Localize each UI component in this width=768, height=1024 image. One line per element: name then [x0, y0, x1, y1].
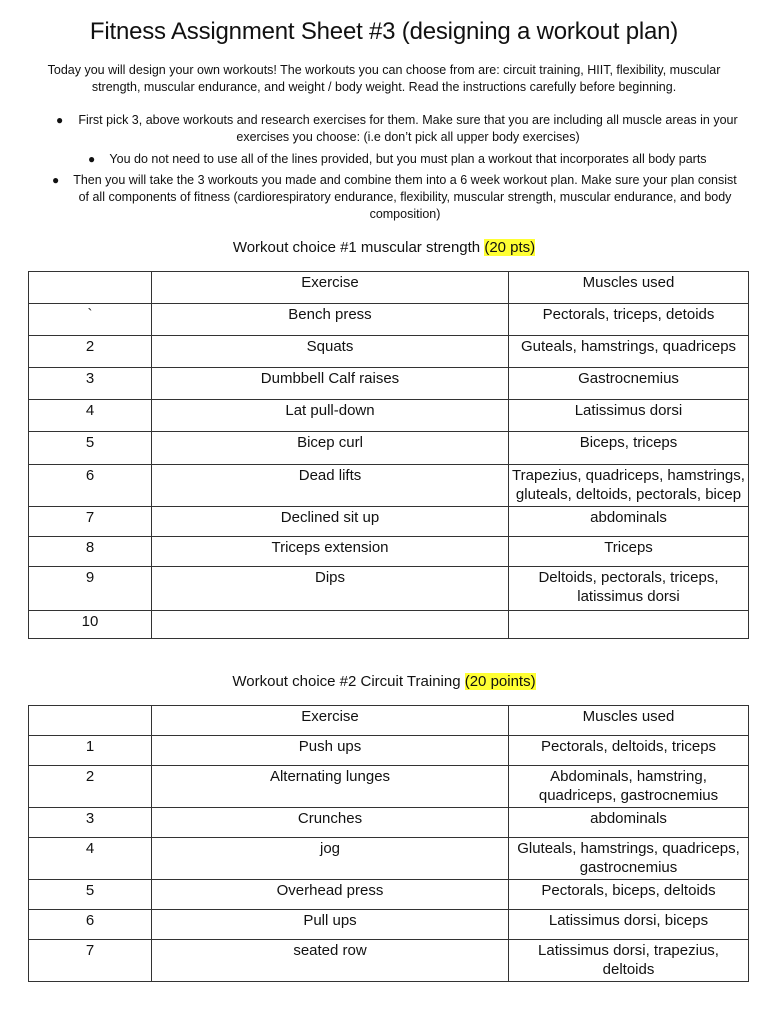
exercise-cell: Push ups	[152, 736, 509, 766]
row-number: `	[29, 304, 152, 336]
row-number: 2	[29, 336, 152, 368]
row-number: 3	[29, 808, 152, 838]
table-row	[29, 336, 749, 368]
table-row	[29, 400, 749, 432]
bullet-icon: ●	[88, 152, 96, 166]
exercise-cell: Lat pull-down	[152, 400, 509, 432]
row-number: 4	[29, 400, 152, 432]
muscles-cell: Latissimus dorsi, trapezius, deltoids	[509, 940, 749, 982]
exercise-cell	[152, 611, 509, 639]
bullet-icon: ●	[52, 173, 60, 187]
table-row	[29, 880, 749, 910]
exercise-cell: Alternating lunges	[152, 766, 509, 808]
workout1-points: (20 pts)	[484, 239, 536, 256]
muscles-cell: Triceps	[509, 537, 749, 567]
exercise-cell: Dips	[152, 567, 509, 611]
row-number: 3	[29, 368, 152, 400]
table-row	[29, 808, 749, 838]
row-number: 1	[29, 736, 152, 766]
table-row	[29, 304, 749, 336]
muscles-cell: Latissimus dorsi	[509, 400, 749, 432]
table-header-row	[29, 706, 749, 736]
row-number: 5	[29, 880, 152, 910]
muscles-cell: abdominals	[509, 808, 749, 838]
page-title: Fitness Assignment Sheet #3 (designing a workout plan)	[89, 18, 679, 45]
muscles-cell: Guteals, hamstrings, quadriceps	[509, 336, 749, 368]
muscles-cell: Gastrocnemius	[509, 368, 749, 400]
exercise-cell: Pull ups	[152, 910, 509, 940]
instruction-item	[44, 172, 742, 223]
muscles-cell: Gluteals, hamstrings, quadriceps, gastrocnemius	[509, 838, 749, 880]
muscles-cell: Trapezius, quadriceps, hamstrings, gluteals, deltoids, pectorals, bicep	[509, 465, 749, 507]
intro-paragraph: Today you will design your own workouts! The workouts you can choose from are: circuit training, HIIT, flexibility, muscular strength, muscular endurance, and weight / body weight. Read the instructions carefully before beginning.	[47, 63, 721, 94]
table-row	[29, 910, 749, 940]
row-number: 5	[29, 432, 152, 465]
workout1-heading	[0, 239, 768, 256]
instruction-item	[44, 151, 742, 168]
exercise-cell: Crunches	[152, 808, 509, 838]
muscles-cell: Pectorals, triceps, detoids	[509, 304, 749, 336]
workout2-heading	[0, 673, 768, 690]
table-row	[29, 432, 749, 465]
table-row	[29, 766, 749, 808]
exercise-header: Exercise	[152, 272, 509, 304]
table-row	[29, 537, 749, 567]
exercise-cell: Squats	[152, 336, 509, 368]
table-row	[29, 368, 749, 400]
exercise-cell: Dead lifts	[152, 465, 509, 507]
muscles-cell	[509, 611, 749, 639]
muscles-cell: Pectorals, biceps, deltoids	[509, 880, 749, 910]
table-row	[29, 465, 749, 507]
workout2-heading-text: Workout choice #2 Circuit Training	[232, 673, 465, 690]
muscles-cell: Abdominals, hamstring, quadriceps, gastrocnemius	[509, 766, 749, 808]
table-row	[29, 736, 749, 766]
muscles-cell: abdominals	[509, 507, 749, 537]
table-row	[29, 507, 749, 537]
number-header	[29, 706, 152, 736]
number-header	[29, 272, 152, 304]
row-number: 4	[29, 838, 152, 880]
row-number: 7	[29, 940, 152, 982]
workout1-table	[28, 271, 749, 639]
table-row	[29, 611, 749, 639]
row-number: 8	[29, 537, 152, 567]
table-row	[29, 838, 749, 880]
workout2-table	[28, 705, 749, 982]
row-number: 6	[29, 465, 152, 507]
muscles-header: Muscles used	[509, 272, 749, 304]
table-row	[29, 567, 749, 611]
muscles-cell: Pectorals, deltoids, triceps	[509, 736, 749, 766]
exercise-cell: Dumbbell Calf raises	[152, 368, 509, 400]
bullet-icon: ●	[56, 113, 64, 127]
workout2-points: (20 points)	[464, 673, 536, 690]
table-row	[29, 940, 749, 982]
instruction-item	[44, 112, 742, 146]
exercise-cell: Declined sit up	[152, 507, 509, 537]
exercise-cell: Triceps extension	[152, 537, 509, 567]
row-number: 2	[29, 766, 152, 808]
instruction-text: First pick 3, above workouts and research exercises for them. Make sure that you are including all muscle areas in your exercises you choose: (i.e don’t pick all upper body exercises)	[78, 113, 738, 144]
exercise-cell: jog	[152, 838, 509, 880]
instruction-text: Then you will take the 3 workouts you made and combine them into a 6 week workout plan. Make sure your plan consist of all components of fitness (cardiorespiratory endurance, flexibility, muscular strength, muscular endurance, and body composition)	[73, 173, 737, 221]
muscles-header: Muscles used	[509, 706, 749, 736]
row-number: 9	[29, 567, 152, 611]
instruction-text: You do not need to use all of the lines provided, but you must plan a workout that incorporates all body parts	[109, 152, 707, 166]
row-number: 6	[29, 910, 152, 940]
table-header-row	[29, 272, 749, 304]
row-number: 7	[29, 507, 152, 537]
row-number: 10	[29, 611, 152, 639]
muscles-cell: Biceps, triceps	[509, 432, 749, 465]
muscles-cell: Deltoids, pectorals, triceps, latissimus dorsi	[509, 567, 749, 611]
exercise-cell: Bench press	[152, 304, 509, 336]
muscles-cell: Latissimus dorsi, biceps	[509, 910, 749, 940]
exercise-cell: Bicep curl	[152, 432, 509, 465]
exercise-cell: seated row	[152, 940, 509, 982]
workout1-heading-text: Workout choice #1 muscular strength	[232, 239, 485, 256]
exercise-header: Exercise	[152, 706, 509, 736]
exercise-cell: Overhead press	[152, 880, 509, 910]
